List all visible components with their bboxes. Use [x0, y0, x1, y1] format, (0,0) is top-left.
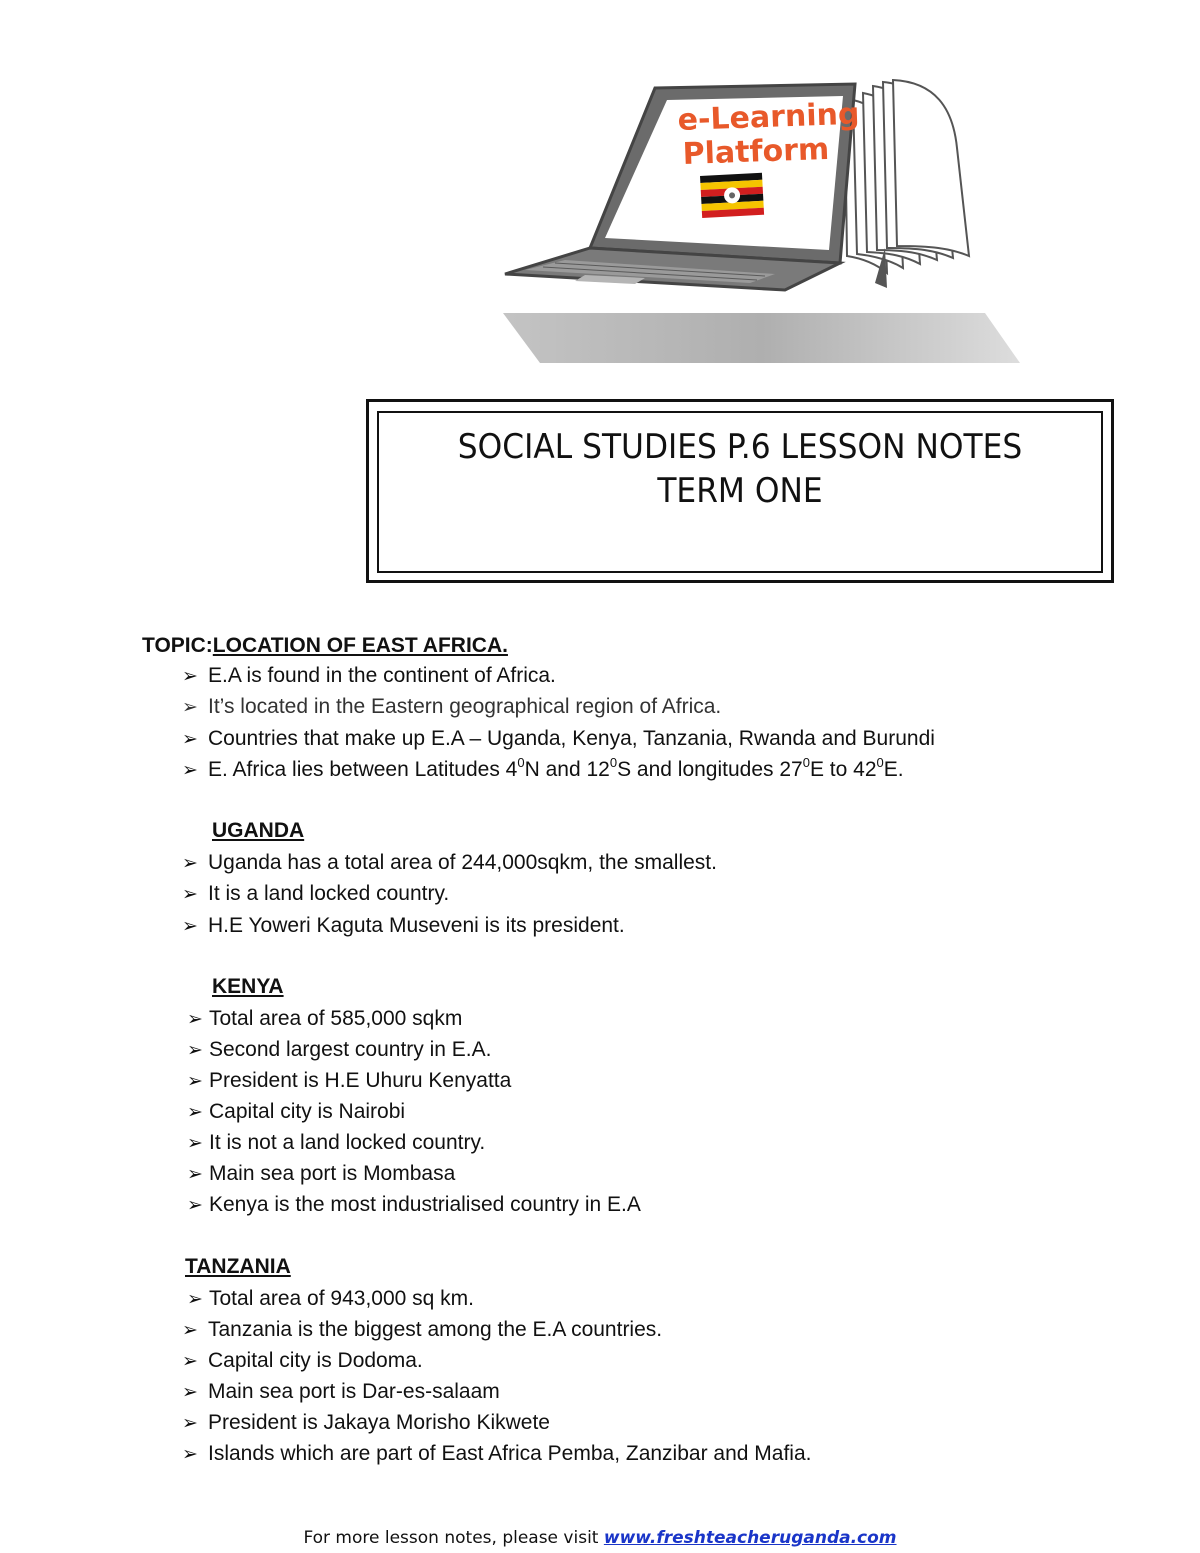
document-title: SOCIAL STUDIES P.6 LESSON NOTES [457, 427, 1023, 467]
arrow-bullet-icon: ➢ [187, 1163, 203, 1185]
arrow-bullet-icon: ➢ [182, 759, 198, 781]
arrow-bullet-icon: ➢ [187, 1039, 203, 1061]
arrow-bullet-icon: ➢ [182, 1381, 198, 1403]
list-item: ➢ Second largest country in E.A. [187, 1036, 492, 1064]
list-item: ➢ Kenya is the most industrialised country in E.A [187, 1191, 641, 1219]
arrow-bullet-icon: ➢ [187, 1070, 203, 1092]
logo-line2: Platform [682, 131, 830, 172]
title-box [377, 411, 1103, 573]
list-item: ➢ Total area of 943,000 sq km. [187, 1285, 474, 1313]
arrow-bullet-icon: ➢ [182, 696, 198, 718]
document-subtitle: TERM ONE [657, 471, 823, 511]
list-item: ➢ H.E Yoweri Kaguta Museveni is its president. [182, 912, 625, 940]
arrow-bullet-icon: ➢ [187, 1194, 203, 1216]
arrow-bullet-icon: ➢ [182, 1350, 198, 1372]
topic-line [142, 632, 508, 660]
list-item: ➢ E. Africa lies between Latitudes $4^0N$ and $12^0S$ and longitudes $27^0E$ to $42^0E$. [182, 756, 904, 784]
topic-label: TOPIC: [142, 634, 213, 657]
list-item: ➢ E.A is found in the continent of Africa. [182, 662, 556, 690]
arrow-bullet-icon: ➢ [182, 1412, 198, 1434]
arrow-bullet-icon: ➢ [187, 1008, 203, 1030]
e-learning-platform-logo [495, 78, 1035, 378]
page-footer [0, 1528, 1200, 1548]
list-item: ➢ Main sea port is Dar-es-salaam [182, 1378, 500, 1406]
list-item: ➢ Uganda has a total area of 244,000sqkm, the smallest. [182, 849, 717, 877]
arrow-bullet-icon: ➢ [182, 1319, 198, 1341]
arrow-bullet-icon: ➢ [187, 1101, 203, 1123]
arrow-bullet-icon: ➢ [182, 915, 198, 937]
list-item: ➢ Islands which are part of East Africa Pemba, Zanzibar and Mafia. [182, 1440, 811, 1468]
arrow-bullet-icon: ➢ [182, 728, 198, 750]
list-item: ➢ Total area of 585,000 sqkm [187, 1005, 462, 1033]
footer-text: For more lesson notes, please visit [303, 1528, 604, 1548]
arrow-bullet-icon: ➢ [187, 1288, 203, 1310]
list-item: ➢ It’s located in the Eastern geographical region of Africa. [182, 693, 721, 721]
arrow-bullet-icon: ➢ [187, 1132, 203, 1154]
uganda-flag-icon [700, 173, 764, 218]
list-item: ➢ Capital city is Dodoma. [182, 1347, 423, 1375]
list-item: ➢ President is Jakaya Morisho Kikwete [182, 1409, 550, 1437]
list-item: ➢ President is H.E Uhuru Kenyatta [187, 1067, 511, 1095]
arrow-bullet-icon: ➢ [182, 852, 198, 874]
section-heading-uganda: UGANDA [212, 819, 305, 842]
topic-heading: LOCATION OF EAST AFRICA. [212, 634, 508, 657]
section-heading-kenya: KENYA [212, 975, 284, 998]
arrow-bullet-icon: ➢ [182, 1443, 198, 1465]
list-item: ➢ Tanzania is the biggest among the E.A countries. [182, 1316, 662, 1344]
list-item: ➢ Countries that make up E.A – Uganda, Kenya, Tanzania, Rwanda and Burundi [182, 725, 935, 753]
footer-website-link[interactable]: www.freshteacheruganda.com [603, 1528, 897, 1548]
list-item: ➢ It is a land locked country. [182, 880, 449, 908]
list-item: ➢ Main sea port is Mombasa [187, 1160, 455, 1188]
list-item: ➢ It is not a land locked country. [187, 1129, 485, 1157]
arrow-bullet-icon: ➢ [182, 665, 198, 687]
logo-line1: e-Learning [677, 96, 860, 138]
section-heading-tanzania: TANZANIA [185, 1255, 291, 1278]
arrow-bullet-icon: ➢ [182, 883, 198, 905]
list-item: ➢ Capital city is Nairobi [187, 1098, 405, 1126]
